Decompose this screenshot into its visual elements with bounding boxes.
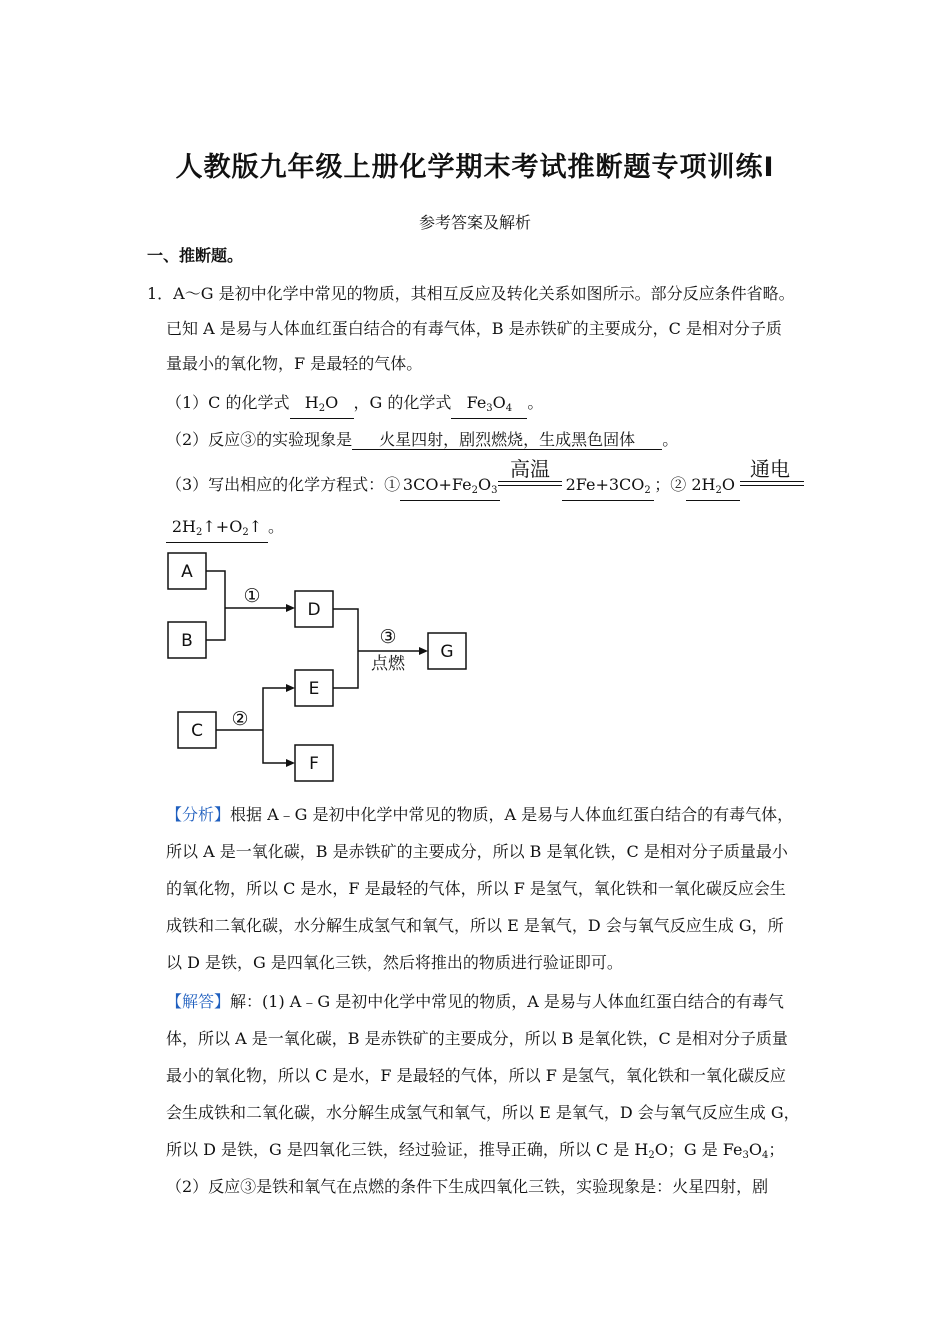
- analysis-line-5: 以 D 是铁，G 是四氧化三铁，然后将推出的物质进行验证即可。: [166, 953, 623, 972]
- part-2: （2）反应③的实验现象是 火星四射，剧烈燃烧，生成黑色固体 。: [166, 430, 679, 449]
- part-3-prompt: （3）写出相应的化学方程式：①: [166, 475, 401, 494]
- solution-line-3: 最小的氧化物，所以 C 是水，F 是最轻的气体，所以 F 是氢气，氧化铁和一氧化碳反应: [166, 1066, 786, 1085]
- label-reaction-1: ①: [243, 585, 261, 607]
- question-line-1: 1．A～G 是初中化学中常见的物质，其相互反应及转化关系如图所示。部分反应条件省略。: [147, 284, 795, 303]
- question-line-2: 已知 A 是易与人体血红蛋白结合的有毒气体，B 是赤铁矿的主要成分，C 是相对分子质: [166, 319, 782, 338]
- part-1: （1）C 的化学式 $H_2O$ ，G 的化学式 $Fe_3O_4$ 。: [166, 390, 543, 419]
- label-d: D: [307, 600, 321, 620]
- part-1-prompt: （1）C 的化学式: [166, 393, 290, 412]
- page-subtitle: 参考答案及解析: [418, 213, 531, 232]
- equation-2-products: $2H_2↑+O_2↑$: [166, 518, 268, 543]
- solution-line-5: 所以 D 是铁，G 是四氧化三铁，经过验证，推导正确，所以 C 是 $H_2O$；G 是 $Fe_3O_4$；: [166, 1140, 785, 1161]
- equation-1-equals: [498, 481, 562, 486]
- answer-phenomenon: 火星四射，剧烈燃烧，生成黑色固体: [352, 431, 662, 450]
- answer-c-formula: $H_2O$: [290, 394, 354, 419]
- condition-high-temp: 高温: [510, 457, 550, 481]
- analysis-line-4: 成铁和二氧化碳，水分解生成氢气和氧气，所以 E 是氧气，D 会与氧气反应生成 G，所: [166, 916, 784, 935]
- section-heading: 一、推断题。: [147, 246, 244, 265]
- answer-g-formula: $Fe_3O_4$: [451, 394, 527, 419]
- label-f: F: [309, 754, 319, 774]
- solution-tag: 【解答】: [166, 992, 231, 1011]
- solution-line-4: 会生成铁和二氧化碳，水分解生成氢气和氧气，所以 E 是氧气，D 会与氧气反应生成 G，: [166, 1103, 800, 1122]
- label-c: C: [191, 721, 203, 741]
- part-2-prompt: （2）反应③的实验现象是: [166, 430, 353, 449]
- solution-line-1: 【解答】解：(1) A﹣G 是初中化学中常见的物质，A 是易与人体血红蛋白结合的有毒气: [166, 992, 784, 1011]
- analysis-line-1: 【分析】根据 A﹣G 是初中化学中常见的物质，A 是易与人体血红蛋白结合的有毒气体，: [166, 805, 794, 824]
- equation-2-products-line: $2H_2↑+O_2↑$ 。: [166, 514, 284, 543]
- condition-electrolysis: 通电: [750, 457, 790, 481]
- solution-line-2: 体，所以 A 是一氧化碳，B 是赤铁矿的主要成分，所以 B 是氧化铁，C 是相对分子质量: [166, 1029, 788, 1048]
- analysis-line-2: 所以 A 是一氧化碳，B 是赤铁矿的主要成分，所以 B 是氧化铁，C 是相对分子质量最小: [166, 842, 788, 861]
- equation-2-equals: [740, 481, 804, 486]
- solution-line-6: （2）反应③是铁和氧气在点燃的条件下生成四氧化三铁，实验现象是：火星四射，剧: [166, 1177, 769, 1196]
- part-3: [166, 472, 740, 501]
- page-title: 人教版九年级上册化学期末考试推断题专项训练Ⅰ: [175, 152, 775, 183]
- label-b: B: [181, 631, 193, 651]
- equation-1-reactants: $3CO+Fe_2O_3$: [400, 476, 500, 501]
- question-line-3: 量最小的氧化物，F 是最轻的气体。: [166, 354, 423, 373]
- label-reaction-3: ③: [379, 626, 397, 648]
- part-3-separator: ；②: [654, 475, 687, 494]
- label-reaction-2: ②: [231, 708, 249, 730]
- part-1-middle: ，G 的化学式: [353, 393, 452, 412]
- analysis-line-3: 的氧化物，所以 C 是水，F 是最轻的气体，所以 F 是氢气，氧化铁和一氧化碳反应会生: [166, 879, 786, 898]
- analysis-tag: 【分析】: [166, 805, 231, 824]
- label-a: A: [181, 562, 193, 582]
- reaction-diagram: [160, 545, 480, 790]
- equation-2-reactant: $2H_2O$: [686, 476, 740, 501]
- label-g: G: [440, 642, 454, 662]
- label-ignite: 点燃: [371, 654, 405, 674]
- equation-1-products: $2Fe+3CO_2$: [562, 476, 654, 501]
- label-e: E: [308, 679, 320, 699]
